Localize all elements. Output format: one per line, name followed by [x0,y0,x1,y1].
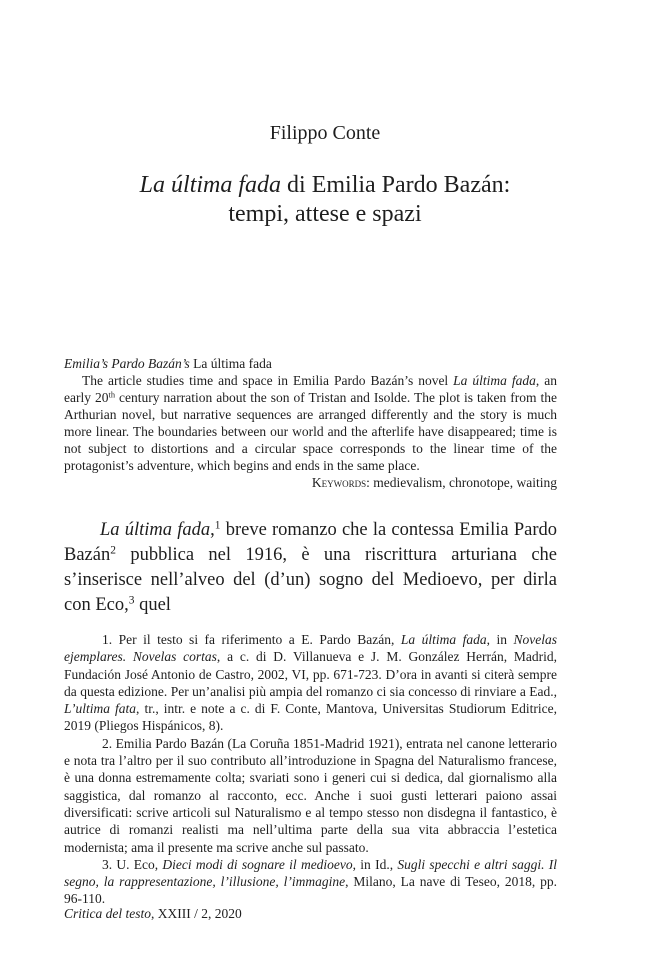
title-italic: La última fada [139,172,282,198]
footnote-ref-3: 3 [128,594,135,607]
abstract [64,355,557,491]
title-line-1 [0,171,650,200]
journal-name: Critica del testo [64,906,151,921]
footnote-3-b: Dieci modi di sognare il medioevo [162,856,353,872]
title-line-2: tempi, attese e spazi [228,201,422,227]
footnote-ref-1: 1 [214,519,221,532]
body-italic-title: La última fada [100,520,211,540]
body-text-2: pubblica nel 1916, è una riscrittura arturiana che s’inserisce nell’alveo del (d’un) sogno del Medioevo, per dirla con Eco, [64,545,557,615]
footnote-3-c: , in Id., [352,856,398,872]
abstract-heading-rest: La última fada [189,356,272,371]
footnote-1-c: , in [486,632,514,647]
footnote-1 [64,631,557,735]
footnote-1-g: , tr., intr. e note a c. di F. Conte, Mantova, Universitas Studiorum Editrice, 2019 (Pliegos Hispánicos, 8). [64,701,557,734]
abstract-text-italic: La última fada [453,373,536,388]
footnote-1-a: 1. Per il testo si fa riferimento a E. Pardo Bazán, [102,632,401,647]
footnote-ref-2: 2 [110,544,116,557]
keywords [64,474,557,491]
abstract-heading [64,355,557,372]
title-rest: di Emilia Pardo Bazán: [281,172,511,198]
abstract-text-3: century narration about the son of Tristan and Isolde. The plot is taken from the Arthurian novel, but narrative sequences are arranged differently and the story is much more linear. The boundaries between our world and the afterlife have disappeared; time is not subject to distortions and a circular space corresponds to the linear time of the protagonist’s adventure, which begins and ends in the same place. [64,390,557,473]
keywords-list: : medievalism, chronotope, waiting [366,475,557,490]
journal-footer [64,906,242,922]
body-text-3: quel [134,595,171,615]
footnote-3-d: Sugli specchi e altri saggi. Il segno, la rappresentazione, l’illusione, l’immagine [64,856,557,890]
footnotes [64,631,557,908]
abstract-superscript: th [108,390,116,400]
abstract-text [64,372,557,474]
abstract-heading-italic: Emilia’s Pardo Bazán’s [64,356,190,371]
abstract-text-1: The article studies time and space in Emilia Pardo Bazán’s novel [82,373,454,388]
footnote-2: 2. Emilia Pardo Bazán (La Coruña 1851-Madrid 1921), entrata nel canone letterario e nota tra l’altro per il suo contributo all’introduzione in Spagna del Naturalismo francese, è una donna estremamente colta; svariati sono i generi cui si dedica, dal giornalismo alla saggistica, dal romanzo al racconto, ecc. Anche i suoi gusti letterari paiono assai diversificati: scrive articoli sul Naturalismo e al tempo stesso non disdegna il fantastico, è autrice di romanzi realisti ma nell’ultima parte della sua vita abbraccia l’estetica modernista; ama il presente ma scrive anche sul passato. [64,735,557,855]
body-paragraph: La última fada,$^1$ breve romanzo che la contessa Emilia Pardo Bazán$^2$ pubblica nel 1916, è una riscrittura arturiana che s’inserisce nell’alveo del (d’un) sogno del Medioevo, per dirla con Eco,$^3$ quel [64,519,557,615]
abstract-text-2: , an early 20 [64,373,557,405]
body-text-1: breve romanzo che la contessa Emilia Pardo Bazán [64,520,557,565]
footnote-3 [64,856,557,908]
footnote-1-e: , a c. di D. Villanueva e J. M. González Herrán, Madrid, Fundación José Antonio de Castro, 2002, VI, pp. 671-723. D’ora in avanti si citerà sempre da questa edizione. Per un’analisi più ampia del romanzo ci sia concesso di rinviare a Ead., [64,649,557,699]
footnote-3-a: 3. U. Eco, [102,856,163,872]
footnote-1-b: La última fada [400,632,487,647]
footnote-1-f: L’ultima fata [64,701,137,717]
article-title [0,171,650,229]
keywords-label: Keywords [311,475,367,490]
footnote-3-e: , Milano, La nave di Teseo, 2018, pp. 96-110. [64,874,557,907]
journal-issue: , XXIII / 2, 2020 [151,906,242,921]
footnote-1-d: Novelas ejemplares. Novelas cortas [64,632,557,665]
author-name: Filippo Conte [269,122,381,144]
